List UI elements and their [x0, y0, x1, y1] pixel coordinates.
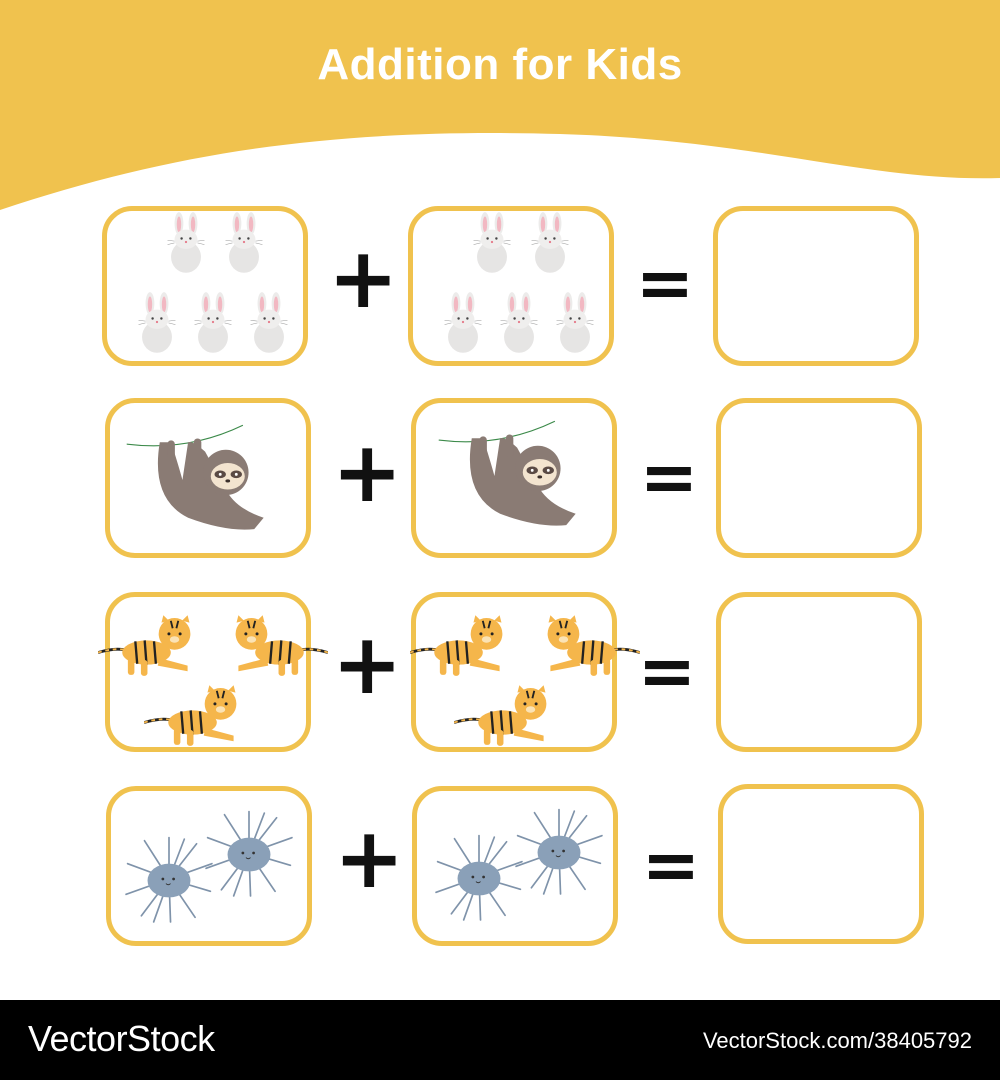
sloth-group [416, 403, 612, 553]
tiger-icon [454, 685, 546, 746]
stock-id-link[interactable]: VectorStock.com/38405792 [702, 1028, 972, 1053]
rabbit-group [107, 211, 303, 361]
right-addend-box [411, 592, 617, 752]
virus-icon [126, 838, 212, 922]
rabbit-group [413, 211, 609, 361]
rabbit-icon [226, 212, 263, 273]
footer-bar [0, 1000, 1000, 1080]
plus-sign: + [334, 809, 405, 907]
rabbit-icon [501, 292, 538, 353]
sloth-icon [439, 421, 576, 525]
tiger-icon [144, 685, 236, 746]
rabbit-icon [251, 292, 288, 353]
rabbit-icon [532, 212, 569, 273]
rabbit-icon [168, 212, 205, 273]
rabbit-icon [474, 212, 511, 273]
right-addend-box [412, 786, 618, 946]
answer-box[interactable] [716, 398, 922, 558]
left-addend-box [105, 398, 311, 558]
answer-box[interactable] [718, 784, 924, 944]
plus-sign: + [328, 229, 399, 327]
tiger-icon [98, 615, 190, 676]
sloth-icon [127, 425, 264, 529]
plus-sign: + [332, 423, 403, 521]
rabbit-icon [557, 292, 594, 353]
right-addend-box [408, 206, 614, 366]
virus-group [111, 791, 307, 941]
left-addend-box [106, 786, 312, 946]
header-wave-banner [0, 0, 1000, 220]
page-title: Addition for Kids [317, 40, 683, 89]
virus-icon [516, 810, 602, 894]
virus-group [417, 791, 613, 941]
tiger-icon [236, 615, 328, 676]
equals-sign: = [641, 824, 701, 906]
left-addend-box [105, 592, 311, 752]
right-addend-box [411, 398, 617, 558]
tiger-icon [410, 615, 502, 676]
sloth-group [110, 403, 306, 553]
plus-sign: + [332, 615, 403, 713]
answer-box[interactable] [716, 592, 922, 752]
virus-icon [436, 836, 522, 920]
left-addend-box [102, 206, 308, 366]
equals-sign: = [637, 630, 697, 712]
rabbit-icon [445, 292, 482, 353]
virus-icon [206, 812, 292, 896]
rabbit-icon [195, 292, 232, 353]
rabbit-icon [139, 292, 176, 353]
brand-logo[interactable]: VectorStock [28, 1018, 215, 1059]
tiger-group [110, 597, 306, 747]
equals-sign: = [635, 242, 695, 324]
tiger-icon [548, 615, 640, 676]
answer-box[interactable] [713, 206, 919, 366]
tiger-group [416, 597, 612, 747]
equals-sign: = [639, 436, 699, 518]
